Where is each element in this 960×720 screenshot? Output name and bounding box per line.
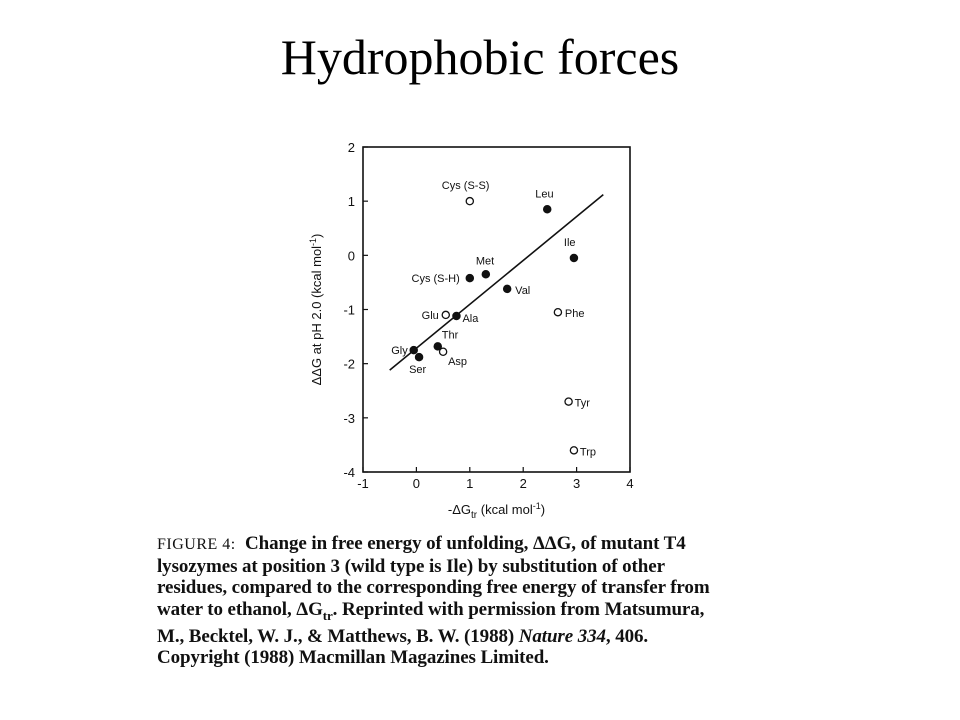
data-point — [415, 354, 422, 361]
y-tick-label: -3 — [343, 410, 355, 426]
data-point — [466, 198, 473, 205]
x-tick-label: 0 — [412, 476, 421, 491]
scatter-chart — [300, 130, 660, 530]
x-tick-label: 2 — [519, 476, 527, 491]
point-label: Thr — [441, 329, 459, 342]
figure-caption — [157, 533, 807, 669]
data-point — [440, 348, 447, 355]
caption-line-6: Copyright (1988) Macmillan Magazines Limited. — [157, 647, 549, 669]
point-label: Ala — [462, 313, 479, 325]
y-axis-label: ΔΔG at pH 2.0 (kcal mol$^{-1}$) — [308, 233, 324, 386]
y-tick-label: -1 — [343, 302, 355, 318]
caption-journal: Nature 334 — [518, 625, 606, 647]
point-label: Val — [515, 284, 531, 297]
caption-line-1: Change in free energy of unfolding, ΔΔG, of mutant T4 — [245, 533, 686, 554]
caption-line-2: lysozymes at position 3 (wild type is Ile) by substitution of other — [157, 555, 665, 577]
data-point — [410, 347, 417, 354]
chart-ticks — [343, 140, 633, 491]
point-label: Trp — [579, 446, 597, 459]
caption-line-3: residues, compared to the corresponding free energy of transfer from — [157, 577, 710, 598]
point-label: Cys (S-H) — [411, 273, 460, 286]
point-label: Gly — [391, 345, 408, 358]
y-tick-label: 0 — [347, 248, 355, 264]
data-point — [466, 274, 473, 281]
data-point — [554, 309, 561, 316]
point-label: Cys (S-S) — [441, 180, 490, 193]
slide-title: Hydrophobic forces — [280, 29, 680, 85]
data-point — [442, 311, 449, 318]
x-tick-label: 1 — [466, 476, 474, 491]
data-point — [570, 254, 577, 261]
y-tick-label: 1 — [347, 194, 355, 210]
point-label: Ser — [409, 364, 427, 377]
point-label: Phe — [564, 308, 585, 321]
caption-line-5a: M., Becktel, W. J., & Matthews, B. W. (1988) — [157, 625, 519, 647]
data-point — [544, 206, 551, 213]
caption-line-5b: , 406. — [605, 625, 649, 647]
data-point — [565, 398, 572, 405]
y-tick-label: -2 — [343, 356, 355, 372]
data-point — [570, 447, 577, 454]
point-label: Tyr — [574, 397, 590, 410]
caption-line-4a: water to ethanol, ΔG — [157, 598, 323, 620]
point-label: Met — [475, 255, 495, 268]
x-tick-label: 3 — [572, 476, 581, 491]
caption-figure-label: FIGURE 4: — [157, 536, 236, 553]
data-point — [504, 285, 511, 292]
y-tick-label: 2 — [347, 140, 355, 155]
x-tick-label: -1 — [357, 476, 369, 491]
x-tick-label: 4 — [626, 476, 634, 491]
point-label: Leu — [535, 188, 554, 201]
chart-axes — [363, 147, 630, 472]
y-tick-label: -4 — [343, 465, 355, 480]
data-points — [391, 180, 596, 458]
point-label: Ile — [563, 237, 576, 250]
data-point — [482, 271, 489, 278]
data-point — [453, 312, 460, 319]
caption-line-4-sub: tr — [322, 607, 333, 623]
x-axis-label: $-\Delta G_{tr}$ (kcal mol$^{-1}$) — [447, 501, 546, 521]
caption-line-4b: . Reprinted with permission from Matsumura, — [332, 598, 705, 620]
point-label: Glu — [421, 309, 439, 322]
point-label: Asp — [448, 355, 468, 368]
plot-frame — [363, 147, 630, 472]
